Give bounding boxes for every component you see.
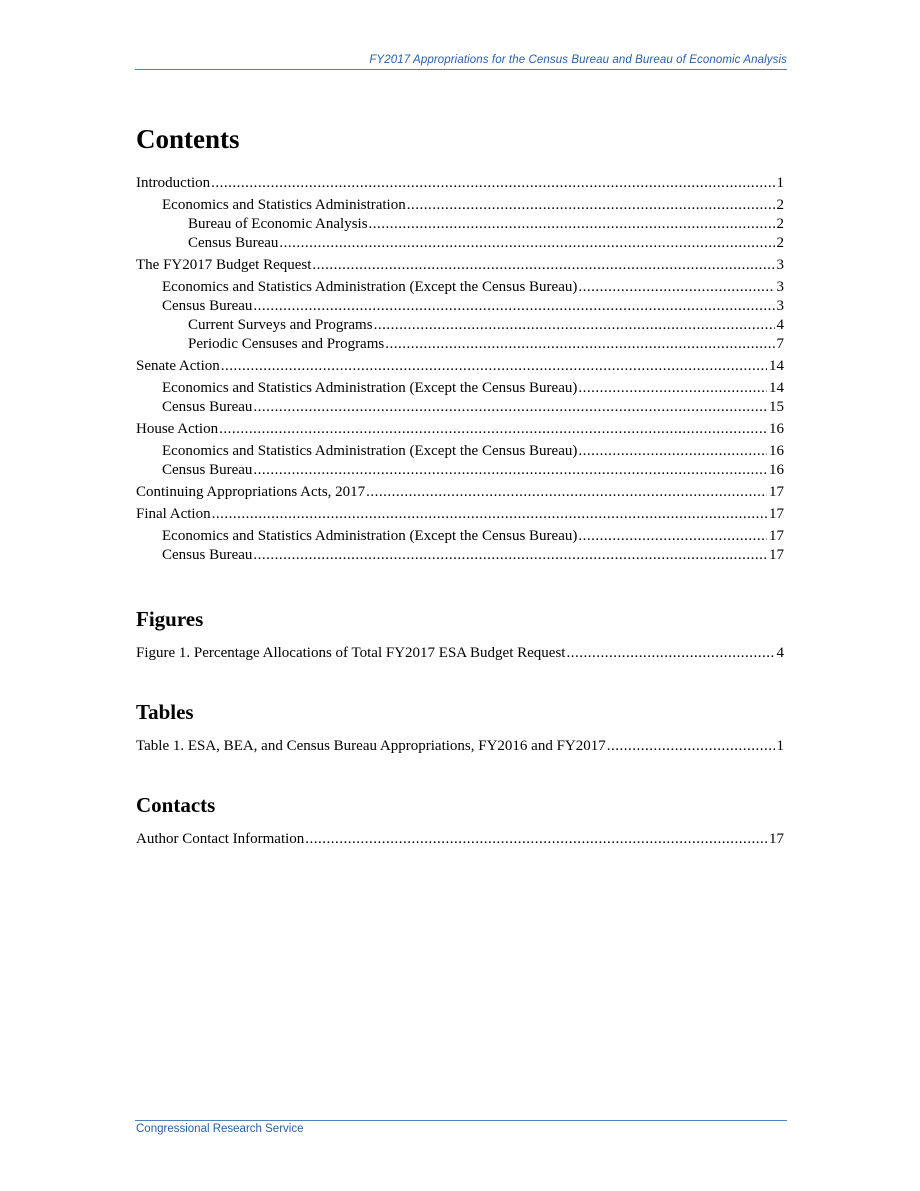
header-rule: [135, 69, 787, 70]
toc-entry-page: 2: [776, 216, 784, 232]
toc-entry-label: Table 1. ESA, BEA, and Census Bureau Appropriations, FY2016 and FY2017: [136, 738, 606, 754]
toc-entry-introduction[interactable]: [136, 174, 784, 193]
toc-entry-page: 16: [769, 443, 784, 459]
dot-leader: [566, 644, 774, 663]
toc-entry-senate-action[interactable]: [136, 357, 784, 376]
figures-list: [136, 644, 784, 663]
figures-heading: Figures: [136, 607, 204, 631]
toc-entry-page: 17: [769, 506, 784, 522]
toc-entry-esa-except-census[interactable]: [136, 442, 784, 461]
toc-entry-esa-except-census[interactable]: [136, 379, 784, 398]
toc-entry-label: Economics and Statistics Administration (Except the Census Bureau): [162, 528, 578, 544]
toc-entry-label: Continuing Appropriations Acts, 2017: [136, 484, 366, 500]
toc-entry-label: Introduction: [136, 175, 211, 191]
toc-entry-esa-except-census[interactable]: [136, 278, 784, 297]
toc-entry-label: The FY2017 Budget Request: [136, 257, 312, 273]
dot-leader: [253, 461, 767, 480]
toc-entry-periodic-censuses[interactable]: [136, 335, 784, 354]
toc-entry-page: 4: [776, 645, 784, 661]
toc-entry-label: Economics and Statistics Administration (Except the Census Bureau): [162, 380, 578, 396]
dot-leader: [305, 830, 767, 849]
toc-entry-census-bureau[interactable]: [136, 234, 784, 253]
toc-entry-esa-except-census[interactable]: [136, 527, 784, 546]
toc-entry-page: 14: [769, 380, 784, 396]
toc-entry-label: Census Bureau: [162, 399, 253, 415]
contents-heading: Contents: [136, 124, 240, 154]
toc-entry-label: Bureau of Economic Analysis: [188, 216, 368, 232]
toc-entry-page: 16: [769, 421, 784, 437]
dot-leader: [385, 335, 774, 354]
toc-entry-label: Census Bureau: [162, 547, 253, 563]
dot-leader: [578, 379, 767, 398]
toc-entry-final-action[interactable]: [136, 505, 784, 524]
toc-entry-page: 17: [769, 547, 784, 563]
toc-entry-label: Senate Action: [136, 358, 220, 374]
toc-entry-label: Figure 1. Percentage Allocations of Total FY2017 ESA Budget Request: [136, 645, 566, 661]
toc-entry-label: Author Contact Information: [136, 831, 305, 847]
toc-entry-label: Current Surveys and Programs: [188, 317, 373, 333]
toc-entry-continuing-appropriations[interactable]: [136, 483, 784, 502]
toc-entry-figure-1[interactable]: [136, 644, 784, 663]
toc-entry-label: Economics and Statistics Administration (Except the Census Bureau): [162, 279, 578, 295]
toc-entry-label: House Action: [136, 421, 219, 437]
dot-leader: [253, 546, 767, 565]
toc-entry-budget-request[interactable]: [136, 256, 784, 275]
footer-rule: [135, 1120, 787, 1121]
dot-leader: [578, 527, 767, 546]
toc-entry-page: 1: [776, 175, 784, 191]
toc-entry-label: Census Bureau: [162, 462, 253, 478]
toc-entry-page: 2: [776, 235, 784, 251]
dot-leader: [578, 442, 767, 461]
tables-heading: Tables: [136, 700, 194, 724]
toc-entry-census-bureau[interactable]: [136, 398, 784, 417]
toc-entry-page: 17: [769, 528, 784, 544]
toc-entry-author-contact[interactable]: [136, 830, 784, 849]
toc-entry-house-action[interactable]: [136, 420, 784, 439]
contents-list: [136, 174, 784, 565]
toc-entry-current-surveys[interactable]: [136, 316, 784, 335]
dot-leader: [253, 398, 767, 417]
contacts-list: [136, 830, 784, 849]
toc-entry-census-bureau[interactable]: [136, 546, 784, 565]
toc-entry-esa[interactable]: [136, 196, 784, 215]
toc-entry-table-1[interactable]: [136, 737, 784, 756]
toc-entry-page: 15: [769, 399, 784, 415]
toc-entry-label: Census Bureau: [188, 235, 279, 251]
dot-leader: [221, 357, 767, 376]
dot-leader: [253, 297, 774, 316]
dot-leader: [407, 196, 775, 215]
toc-entry-page: 16: [769, 462, 784, 478]
contacts-heading: Contacts: [136, 793, 216, 817]
toc-entry-label: Periodic Censuses and Programs: [188, 336, 385, 352]
running-header: FY2017 Appropriations for the Census Bureau and Bureau of Economic Analysis: [369, 54, 787, 66]
toc-entry-page: 1: [776, 738, 784, 754]
toc-entry-census-bureau[interactable]: [136, 461, 784, 480]
tables-list: [136, 737, 784, 756]
dot-leader: [212, 505, 767, 524]
toc-entry-page: 17: [769, 484, 784, 500]
dot-leader: [279, 234, 774, 253]
toc-entry-page: 2: [776, 197, 784, 213]
toc-entry-page: 3: [776, 298, 784, 314]
toc-entry-bea[interactable]: [136, 215, 784, 234]
toc-entry-page: 4: [776, 317, 784, 333]
toc-entry-label: Census Bureau: [162, 298, 253, 314]
dot-leader: [374, 316, 775, 335]
dot-leader: [211, 174, 774, 193]
dot-leader: [219, 420, 767, 439]
toc-entry-page: 17: [769, 831, 784, 847]
running-footer: Congressional Research Service: [136, 1123, 304, 1135]
toc-entry-page: 3: [776, 257, 784, 273]
toc-entry-page: 7: [776, 336, 784, 352]
dot-leader: [369, 215, 775, 234]
toc-entry-page: 3: [776, 279, 784, 295]
dot-leader: [366, 483, 767, 502]
toc-entry-label: Economics and Statistics Administration: [162, 197, 406, 213]
toc-entry-census-bureau[interactable]: [136, 297, 784, 316]
toc-entry-label: Economics and Statistics Administration (Except the Census Bureau): [162, 443, 578, 459]
toc-entry-page: 14: [769, 358, 784, 374]
dot-leader: [312, 256, 774, 275]
dot-leader: [578, 278, 774, 297]
toc-entry-label: Final Action: [136, 506, 211, 522]
dot-leader: [607, 737, 775, 756]
